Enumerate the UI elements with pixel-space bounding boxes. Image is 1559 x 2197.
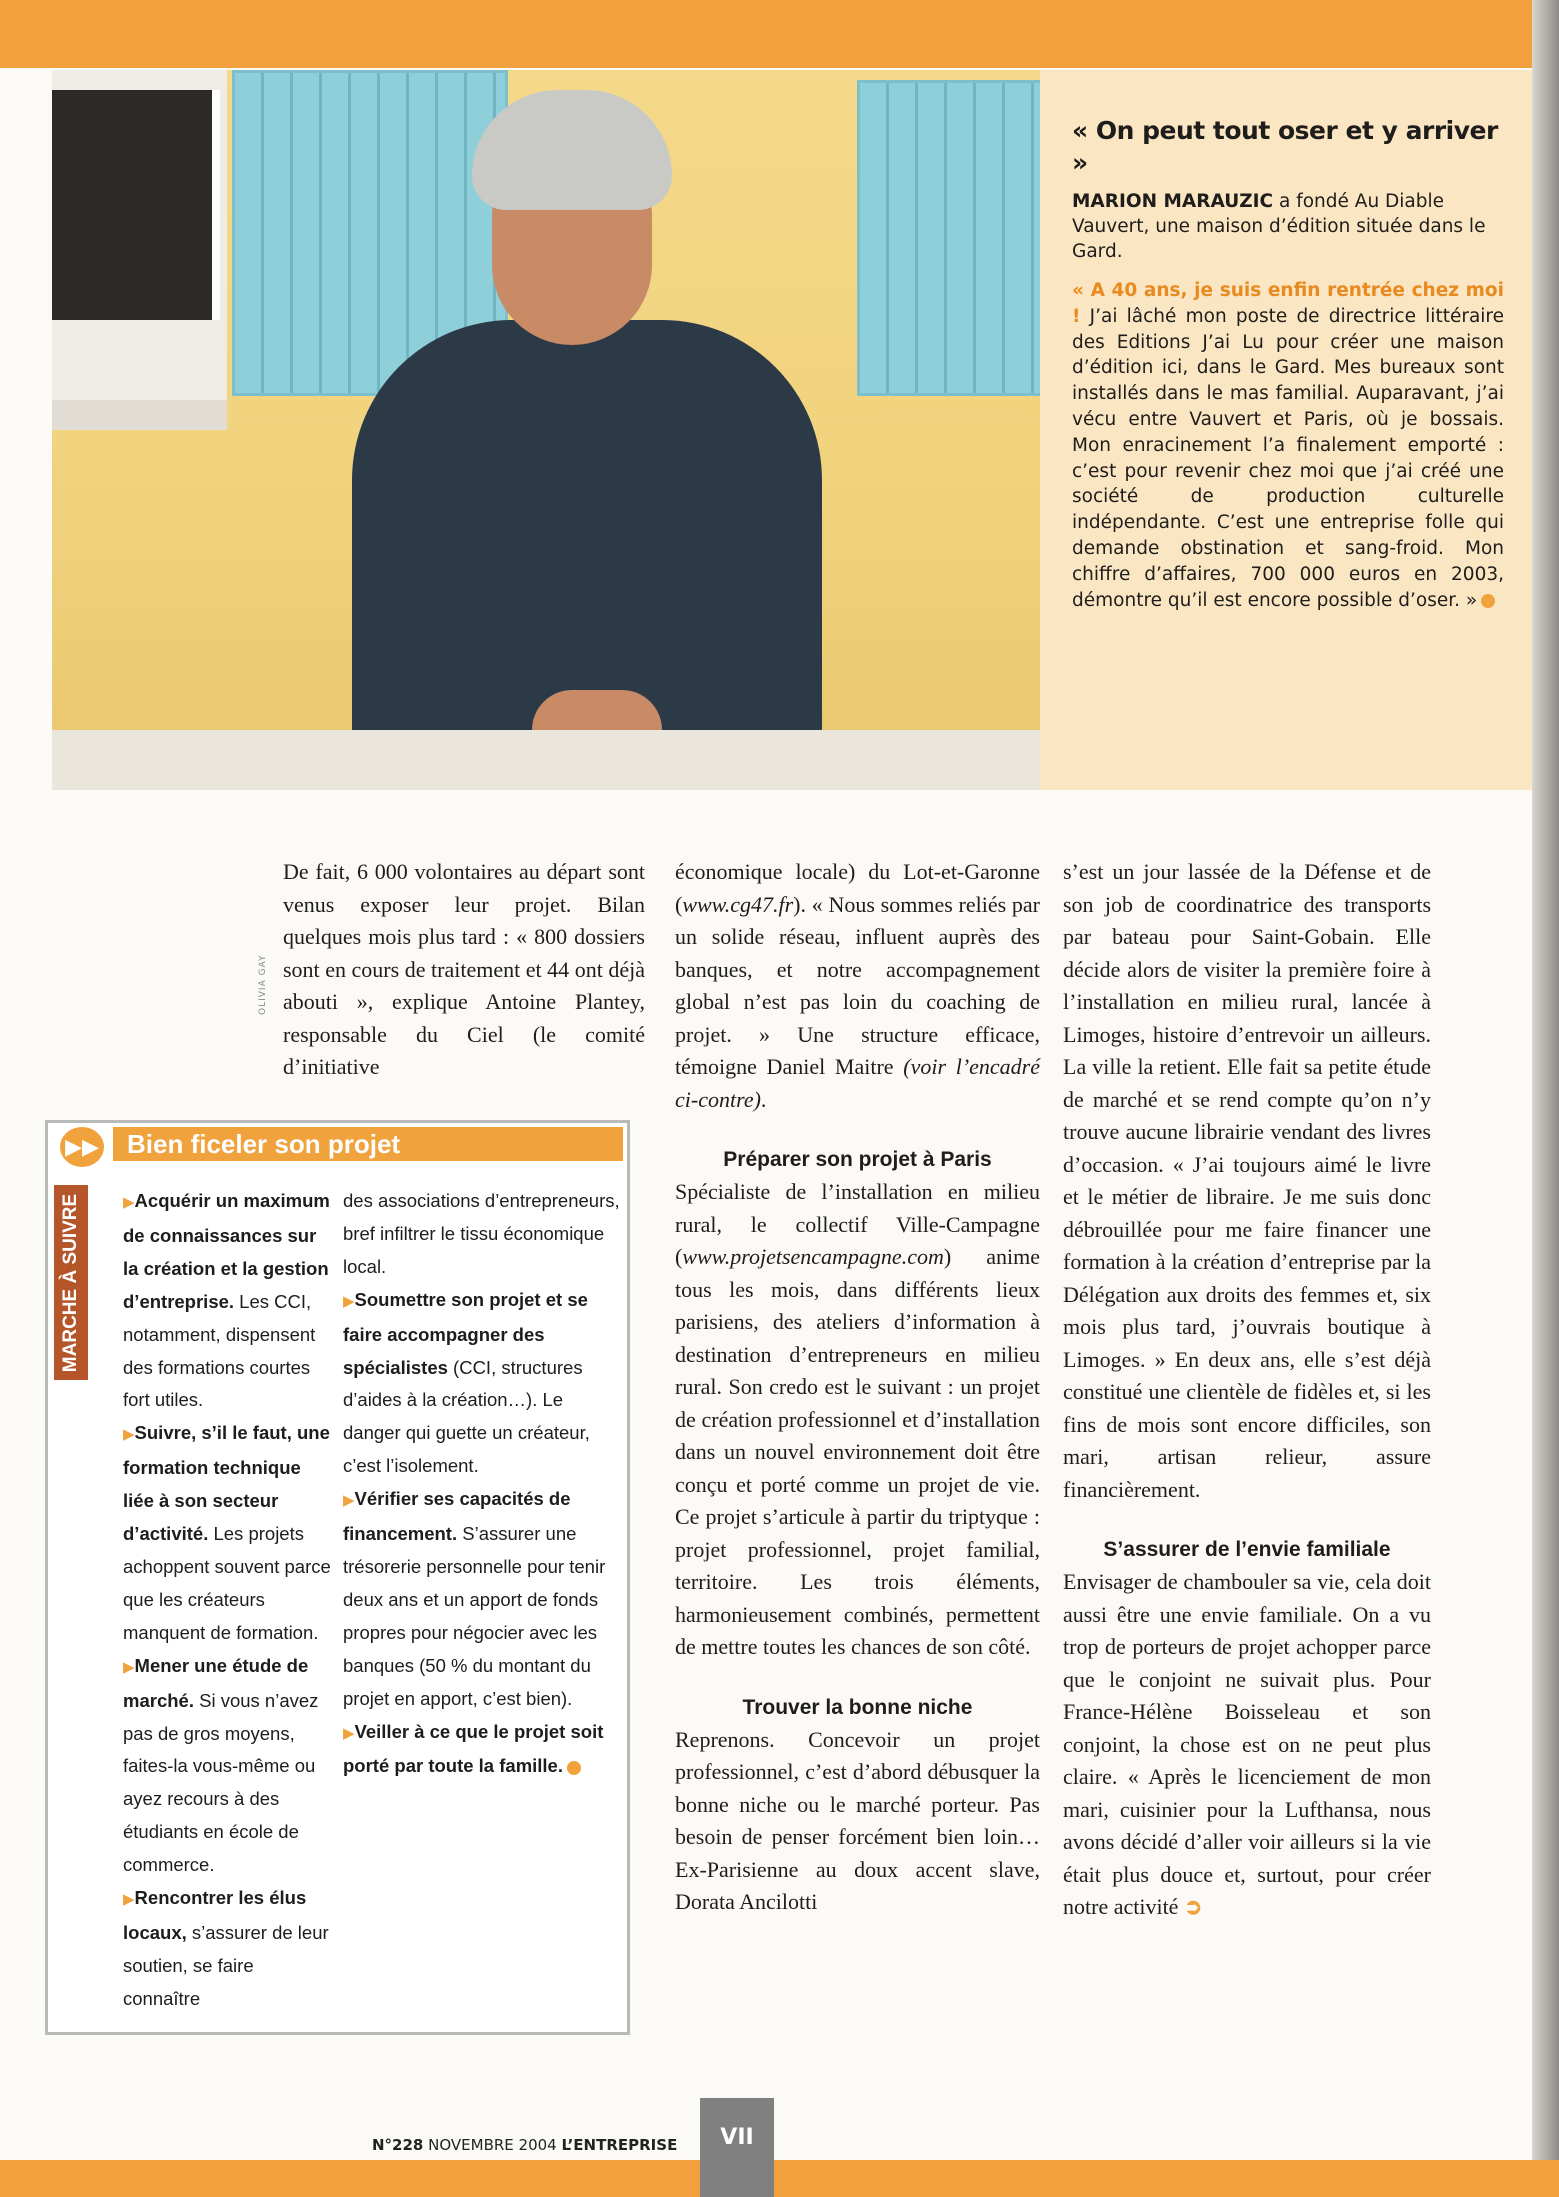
text: ). « Nous sommes reliés par un solide réseau, influent auprès des banques, et notre accompagnement global n’est pas loin du coaching de projet. » Une structure efficace, témoigne Daniel Maitre: [675, 891, 1040, 1079]
tips-box: [45, 1120, 630, 2035]
subheading-famille: S’assurer de l’envie familiale: [1103, 1538, 1391, 1561]
triangle-bullet-icon: ▶: [123, 1426, 135, 1444]
url-link[interactable]: www.cg47.fr: [682, 891, 794, 917]
tip-heading: Acquérir un maximum de connaissances sur la création et la gestion d’entreprise.: [123, 1190, 330, 1312]
portrait-photo: [52, 70, 1040, 790]
box-title: Bien ficeler son projet: [113, 1127, 623, 1161]
tip-heading: Rencontrer les élus locaux,: [123, 1887, 307, 1943]
end-dot-icon: [1481, 594, 1495, 608]
quote-body: [1072, 278, 1504, 613]
triangle-bullet-icon: ▶: [343, 1492, 355, 1510]
tip-heading: Veiller à ce que le projet soit porté par toute la famille.: [343, 1720, 604, 1777]
triangle-bullet-icon: ▶: [343, 1292, 355, 1310]
tip-text: des associations d’entrepreneurs, bref infiltrer le tissu économique local.: [343, 1190, 620, 1277]
text: Envisager de chambouler sa vie, cela doit aussi être une envie familiale. On a vu trop de porteurs de projet achopper parce que le conjoint ne suivait plus. Pour France-Hélène Boisseleau et son conjoint, la chose est on ne peut plus claire. « Après le licenciement de mon mari, cuisinier pour la Lufthansa, nous avons décidé d’aller voir ailleurs si la vie était plus douce et, surtout, pour créer notre activité: [1063, 1569, 1431, 1919]
url-link[interactable]: www.projetsencampagne.com: [682, 1244, 944, 1269]
tag-label: MARCHE À SUIVRE: [60, 1193, 81, 1372]
box-column-right: [343, 1185, 621, 1783]
text: Spécialiste de l’installation en milieu rural, le collectif Ville-Campagne (: [675, 1179, 1040, 1269]
paragraph: [675, 1176, 1040, 1664]
text: économique locale) du Lot-et-Garonne (: [675, 859, 1040, 917]
text: ) anime tous les mois, dans différents lieux parisiens, des ateliers d’information à destination d’entrepreneurs en milieu rural. Son credo est le suivant : un projet de création professionnel et d’installation dans un nouvel environnement doit être conçu et porté comme un projet de vie. Ce projet s’articule à partir du triptyque : projet professionnel, projet familial, territoire. Les trois éléments, harmonieusement combinés, permettent de mettre toutes les chances de son côté.: [675, 1244, 1040, 1659]
tip-text: S’assurer une trésorerie personnelle pour tenir deux ans et un apport de fonds propres pour négocier avec les banques (50 % du montant du projet en apport, c’est bien).: [343, 1523, 606, 1709]
triangle-bullet-icon: ▶: [123, 1658, 135, 1676]
quote-title: « On peut tout oser et y arriver »: [1072, 116, 1498, 177]
issue-date: NOVEMBRE 2004: [423, 2136, 562, 2154]
subheading-niche: Trouver la bonne niche: [742, 1695, 973, 1719]
tip-item: [123, 1185, 333, 1417]
triangle-bullet-icon: ▶: [123, 1891, 135, 1909]
article-column-2: [675, 856, 1040, 1919]
fast-forward-icon: ▶▶: [60, 1127, 104, 1167]
tip-item: [123, 1417, 333, 1649]
tip-item: [123, 1882, 333, 2016]
tip-item: [343, 1483, 621, 1715]
paragraph: s’est un jour lassée de la Défense et de son job de coordinatrice des transports par bateau pour Saint-Gobain. Elle décide alors de visiter la première foire à l’installation en milieu rural, lancée à Limoges, histoire d’entrevoir un ailleurs. La ville la retient. Elle fait sa petite étude de marché et se rend compte qu’on n’y trouve aucune librairie vendant des livres d’occasion. « J’ai toujours aimé le livre et le métier de libraire. Je me suis donc débrouillée pour me faire financer une formation à la création d’entreprise par la Délégation aux droits des femmes et, six mois plus tard, j’ouvrais boutique à Limoges. » En deux ans, elle s’est déjà constitué une clientèle de fidèles et, si les fins de mois sont encore difficiles, son mari, artisan relieur, assure financièrement.: [1063, 859, 1431, 1502]
tip-text: Si vous n’avez pas de gros moyens, faites-la vous-même ou ayez recours à des étudiants en école de commerce.: [123, 1689, 319, 1876]
box-tag: [54, 1185, 88, 1380]
article-column-1: [283, 856, 645, 1084]
paragraph: Reprenons. Concevoir un projet professionnel, c’est d’abord débusquer la bonne niche ou le marché porteur. Pas besoin de penser forcément bien loin… Ex-Parisienne au doux accent slave, Dorata Ancilotti: [675, 1726, 1040, 1914]
cross-reference: (voir l’encadré ci-contre): [675, 1054, 1041, 1112]
top-color-band: [0, 0, 1559, 68]
window: [52, 70, 227, 430]
bottom-color-band: [0, 2160, 1559, 2197]
person-name: MARION MARAUZIC: [1072, 191, 1274, 212]
subheading-paris: Préparer son projet à Paris: [723, 1148, 992, 1171]
woman-portrait: [352, 90, 832, 790]
text: .: [760, 1086, 767, 1112]
tip-item: [343, 1284, 621, 1483]
tip-text: Les CCI, notamment, dispensent des formations courtes fort utiles.: [123, 1290, 316, 1411]
photo-credit: OLIVIA GAY: [258, 954, 268, 1015]
page-footer: [372, 2136, 677, 2154]
quote-intro: [1072, 189, 1504, 264]
wall-ledge: [52, 730, 1040, 790]
continue-arrow-icon: ➲: [1183, 1894, 1203, 1919]
page-number: VII: [700, 2098, 774, 2197]
quote-lead: « A 40 ans, je suis enfin rentrée chez moi !: [1072, 280, 1504, 327]
blue-shutter: [857, 80, 1040, 396]
paragraph: [675, 856, 1040, 1116]
triangle-bullet-icon: ▶: [343, 1724, 355, 1742]
tip-item-continued: [343, 1185, 621, 1284]
tip-heading: Vérifier ses capacités de financement.: [343, 1488, 571, 1545]
quote-text: J’ai lâché mon poste de directrice littéraire des Editions J’ai Lu pour créer une maison d’édition ici, dans le Gard. Mes bureaux sont installés dans le mas familial. Auparavant, j’ai vécu entre Vauvert et Paris, où je bossais. Mon enracinement l’a finalement emporté : c’est pour revenir chez moi que j’ai créé une société de production culturelle indépendante. C’est une entreprise folle qui demande obstination et sang-froid. Mon chiffre d’affaires, 700 000 euros en 2003, démontre qu’il est encore possible d’oser. »: [1072, 305, 1504, 611]
tip-text: s’assurer de leur soutien, se faire connaître: [123, 1921, 329, 2009]
tip-item: [343, 1716, 621, 1784]
magazine-name: L’ENTREPRISE: [561, 2136, 678, 2154]
article-column-3: [1063, 856, 1431, 1924]
paragraph: De fait, 6 000 volontaires au départ sont venus exposer leur projet. Bilan quelques mois plus tard : « 800 dossiers sont en cours de traitement et 44 ont déjà abouti », explique Antoine Plantey, responsable du Ciel (le comité d’initiative: [283, 859, 645, 1079]
sidebar-quote: [1040, 70, 1532, 790]
triangle-bullet-icon: ▶: [123, 1194, 135, 1211]
paragraph: [1063, 1566, 1431, 1924]
intro-text: a fondé Au Diable Vauvert, une maison d’édition située dans le Gard.: [1072, 191, 1486, 262]
tip-heading: Suivre, s’il le faut, une formation technique liée à son secteur d’activité.: [123, 1422, 330, 1545]
tip-item: [123, 1650, 333, 1882]
issue-number: N°228: [372, 2136, 424, 2154]
tip-heading: Mener une étude de marché.: [123, 1654, 309, 1711]
box-column-left: [123, 1185, 333, 2016]
page-gutter-edge: [1532, 0, 1559, 2197]
tip-text: Les projets achoppent souvent parce que les créateurs manquent de formation.: [123, 1523, 331, 1643]
tip-heading: Soumettre son projet et se faire accompagner des spécialistes: [343, 1288, 588, 1378]
tip-text: (CCI, structures d’aides à la création…). Le danger qui guette un créateur, c’est l’isolement.: [343, 1356, 590, 1477]
end-dot-icon: [567, 1761, 581, 1775]
